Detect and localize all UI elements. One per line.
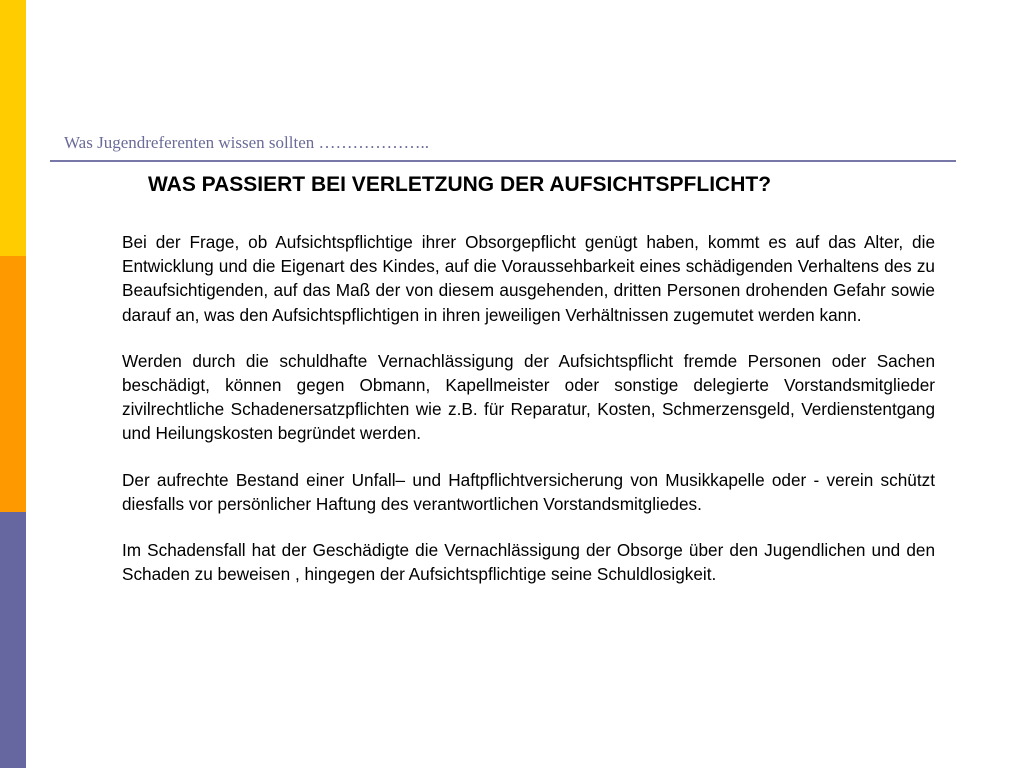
paragraph: Im Schadensfall hat der Geschädigte die Vernachlässigung der Obsorge über den Jugendlichen und den Schaden zu beweisen , hingegen der Aufsichtspflichtige seine Schuldlosigkeit.: [122, 540, 935, 585]
accent-bar-purple: [0, 512, 26, 768]
body-text: [122, 230, 935, 608]
paragraph: Werden durch die schuldhafte Vernachlässigung der Aufsichtspflicht fremde Personen oder Sachen beschädigt, können gegen Obmann, Kapellmeister oder sonstige delegierte Vorstandsmitglieder zivilrechtliche Schadenersatzpflichten wie z.B. für Reparatur, Kosten, Schmerzensgeld, Verdienstentgang und Heilungskosten begründet werden.: [122, 350, 935, 444]
paragraph: Der aufrechte Bestand einer Unfall– und Haftpflichtversicherung von Musikkapelle oder - verein schützt diesfalls vor persönlicher Haftung des verantwortlichen Vorstandsmitgliedes.: [122, 469, 935, 514]
accent-bar-yellow: [0, 0, 26, 256]
accent-bar-orange: [0, 256, 26, 512]
header-divider: [50, 160, 956, 162]
slide-title: WAS PASSIERT BEI VERLETZUNG DER AUFSICHTSPFLICHT?: [148, 173, 772, 196]
slide-header: Was Jugendreferenten wissen sollten ………………..: [64, 133, 430, 152]
paragraph: Bei der Frage, ob Aufsichtspflichtige ihrer Obsorgepflicht genügt haben, kommt es auf das Alter, die Entwicklung und die Eigenart des Kindes, auf die Voraussehbarkeit eines schädigenden Verhaltens des zu Beaufsichtigenden, auf das Maß der von diesem ausgehenden, dritten Personen drohenden Gefahr sowie darauf an, was den Aufsichtspflichtigen in ihren jeweiligen Verhältnissen zugemutet werden kann.: [122, 232, 935, 325]
